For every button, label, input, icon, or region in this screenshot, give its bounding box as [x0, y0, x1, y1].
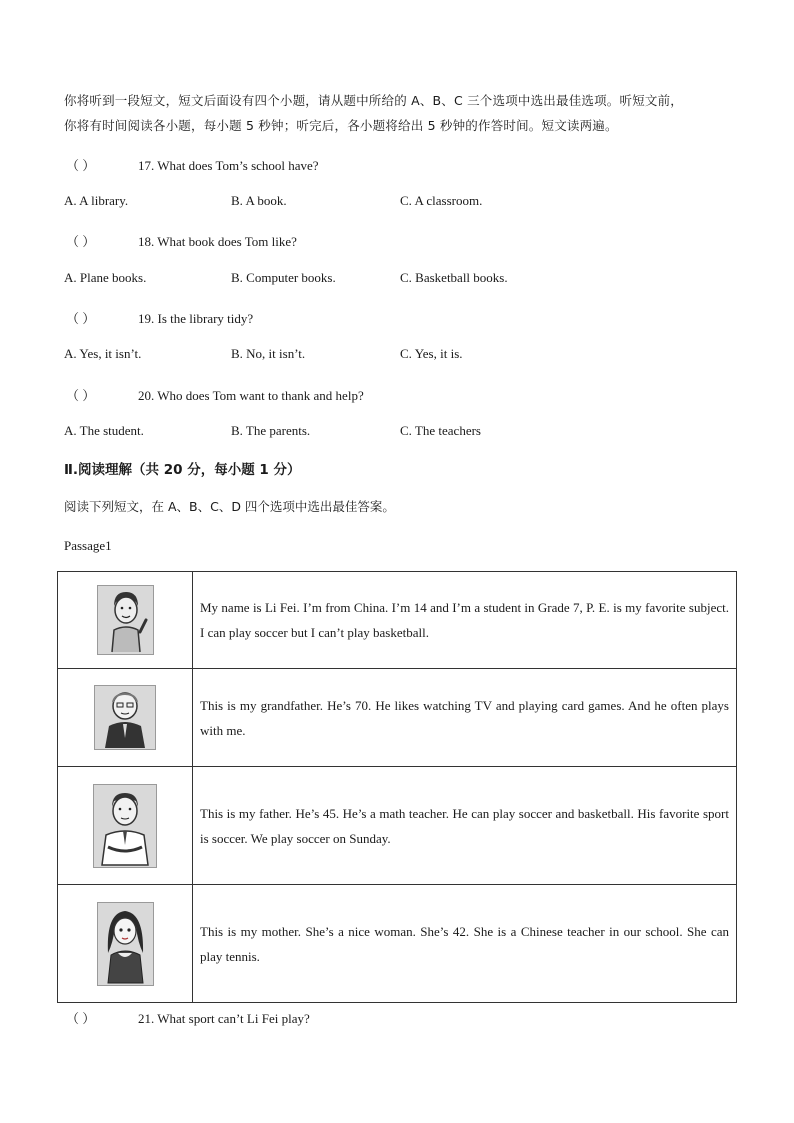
option-17-b: B. A book.: [231, 193, 287, 208]
answer-blank[interactable]: （ ）: [66, 1011, 96, 1026]
portrait-cell: [58, 669, 193, 767]
profile-row: [58, 767, 737, 885]
profile-row: [58, 669, 737, 767]
reading-instructions: 阅读下列短文，在 A、B、C、D 四个选项中选出最佳答案。: [64, 499, 395, 514]
option-18-a: A. Plane books.: [64, 270, 147, 285]
answer-blank[interactable]: （ ）: [66, 388, 96, 403]
father-portrait: [93, 784, 157, 868]
question-17: [66, 155, 319, 174]
option-20-b: B. The parents.: [231, 423, 311, 438]
grandfather-portrait: [94, 685, 156, 750]
question-19: [66, 308, 253, 327]
profile-table: [57, 571, 737, 1003]
passage-label: Passage1: [64, 538, 112, 553]
option-17-a: A. A library.: [64, 193, 129, 208]
option-19-c: C. Yes, it is.: [400, 346, 463, 361]
option-18-b: B. Computer books.: [231, 270, 336, 285]
option-19-a: A. Yes, it isn’t.: [64, 346, 142, 361]
answer-blank[interactable]: （ ）: [66, 311, 96, 326]
profile-text: This is my grandfather. He’s 70. He likes watching TV and playing card games. And he often plays with me.: [193, 669, 737, 767]
instruction-line-1: 你将听到一段短文，短文后面设有四个小题，请从题中所给的 A、B、C 三个选项中选出最佳选项。听短文前，: [64, 93, 684, 108]
option-20-c: C. The teachers: [400, 423, 481, 438]
profile-row: [58, 885, 737, 1003]
question-stem: 20. Who does Tom want to thank and help?: [138, 388, 364, 403]
profile-text: This is my father. He’s 45. He’s a math teacher. He can play soccer and basketball. His favorite sport is soccer. We play soccer on Sunday.: [193, 767, 737, 885]
option-20-a: A. The student.: [64, 423, 144, 438]
question-stem: 21. What sport can’t Li Fei play?: [138, 1011, 310, 1026]
question-20: [66, 385, 364, 404]
profile-text: My name is Li Fei. I’m from China. I’m 14 and I’m a student in Grade 7, P. E. is my favorite subject. I can play soccer but I can’t play basketball.: [193, 572, 737, 669]
answer-blank[interactable]: （ ）: [66, 234, 96, 249]
question-18: [66, 231, 297, 250]
option-17-c: C. A classroom.: [400, 193, 483, 208]
question-stem: 17. What does Tom’s school have?: [138, 158, 319, 173]
profile-text: This is my mother. She’s a nice woman. She’s 42. She is a Chinese teacher in our school. She can play tennis.: [193, 885, 737, 1003]
mother-portrait: [97, 902, 154, 986]
portrait-cell: [58, 767, 193, 885]
option-19-b: B. No, it isn’t.: [231, 346, 306, 361]
question-stem: 18. What book does Tom like?: [138, 234, 297, 249]
portrait-cell: [58, 885, 193, 1003]
boy-portrait: [97, 585, 154, 655]
section-heading: Ⅱ.阅读理解（共 20 分，每小题 1 分）: [64, 462, 301, 478]
option-18-c: C. Basketball books.: [400, 270, 508, 285]
answer-blank[interactable]: （ ）: [66, 158, 96, 173]
listening-instructions: [64, 88, 754, 138]
question-stem: 19. Is the library tidy?: [138, 311, 254, 326]
portrait-cell: [58, 572, 193, 669]
instruction-line-2: 你将有时间阅读各小题，每小题 5 秒钟；听完后，各小题将给出 5 秒钟的作答时间。短文读两遍。: [64, 118, 618, 133]
question-21: [66, 1008, 310, 1027]
profile-row: [58, 572, 737, 669]
